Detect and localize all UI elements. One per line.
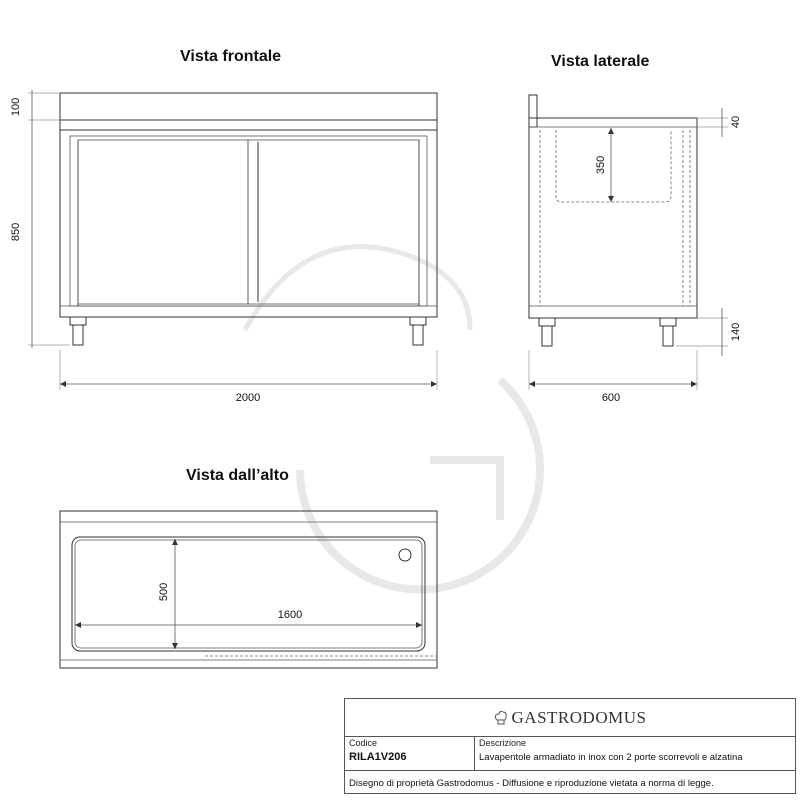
- side-dim-top: 40: [730, 115, 742, 129]
- top-dim-basin-depth: 500: [158, 582, 170, 602]
- chef-hat-icon: [494, 710, 508, 726]
- drain-icon: [399, 549, 411, 561]
- watermark-logo: [245, 247, 540, 590]
- brand-name: GASTRODOMUS: [511, 707, 647, 727]
- side-dim-basin: 350: [595, 155, 607, 175]
- title-block-logo: [345, 699, 795, 737]
- title-block: [344, 698, 796, 794]
- description-cell: [475, 736, 795, 771]
- front-view: [28, 90, 437, 390]
- side-dim-legs: 140: [730, 322, 742, 342]
- top-dim-basin-width: 1600: [277, 609, 303, 621]
- side-view-title: Vista laterale: [551, 53, 650, 70]
- front-dim-height: 850: [10, 222, 22, 242]
- code-value: RILA1V206: [349, 751, 407, 763]
- code-label: Codice: [349, 738, 378, 748]
- front-dim-width: 2000: [235, 392, 261, 404]
- top-view-title: Vista dall’alto: [186, 467, 289, 484]
- front-dim-top: 100: [10, 97, 22, 117]
- side-view: [529, 95, 728, 390]
- description-value: Lavapentole armadiato in inox con 2 porte scorrevoli e alzatina: [479, 752, 743, 763]
- front-view-title: Vista frontale: [180, 48, 282, 65]
- side-dim-depth: 600: [601, 392, 621, 404]
- top-view: [60, 511, 437, 668]
- description-label: Descrizione: [479, 738, 527, 748]
- code-cell: [345, 736, 475, 771]
- copyright-notice: Disegno di proprietà Gastrodomus - Diffusione e riproduzione vietata a norma di legge.: [349, 778, 714, 789]
